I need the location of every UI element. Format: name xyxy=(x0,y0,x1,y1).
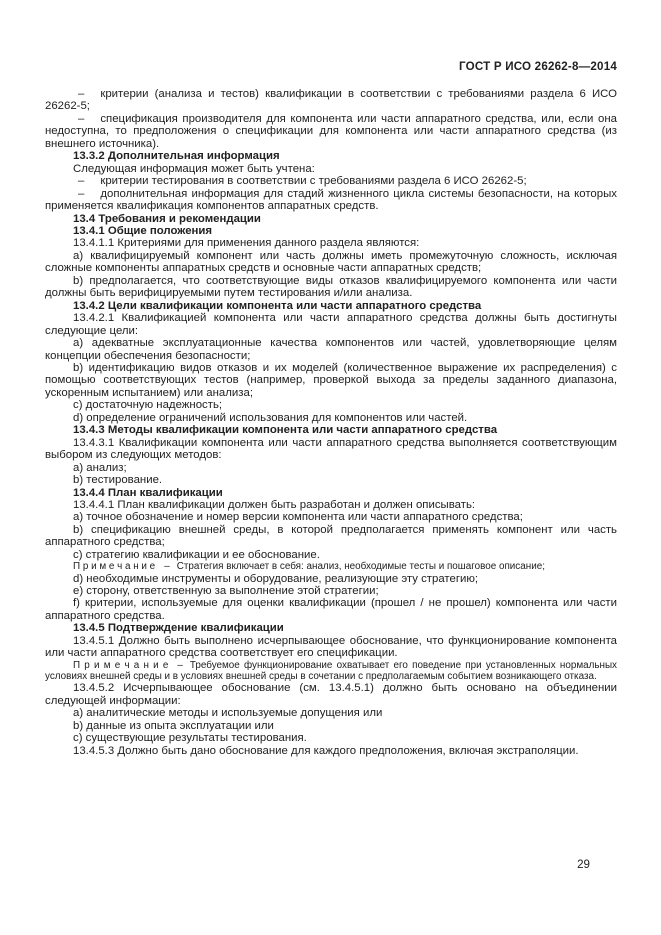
note-label: П р и м е ч а н и е xyxy=(73,561,156,573)
dash-marker: – xyxy=(78,112,85,125)
note-separator: – xyxy=(164,561,170,573)
paragraph: b) данные из опыта эксплуатации или xyxy=(73,719,274,732)
note xyxy=(45,561,617,572)
dash-marker: – xyxy=(78,175,85,188)
document-body xyxy=(45,88,617,757)
section-heading: 13.3.2 Дополнительная информация xyxy=(73,150,280,163)
paragraph: b) предполагается, что соответствующие виды отказов квалифицируемого компонента или части должны быть верифицируемыми путем тестирования и/или анализа. xyxy=(45,274,617,300)
paragraph: 13.4.1.1 Критериями для применения данного раздела являются: xyxy=(73,237,420,250)
paragraph: a) адекватные эксплуатационные качества компонентов или частей, удовлетворяющие целям концепции обеспечения безопасности; xyxy=(45,337,617,362)
list-item-text: спецификация производителя для компонента или части аппаратного средства, или, если она недоступна, то предположения о спецификации для компонента или части аппаратного средства (из внешнего источника). xyxy=(45,112,617,150)
list-item-text: критерии (анализа и тестов) квалификации в соответствии с требованиями раздела 6 ИСО 26262-5; xyxy=(45,88,617,113)
paragraph: b) тестирование. xyxy=(73,474,163,487)
paragraph: 13.4.5.2 Исчерпывающее обоснование (см. 13.4.5.1) должно быть основано на объединении следующей информации: xyxy=(45,682,617,707)
section-heading: 13.4.3 Методы квалификации компонента или части аппаратного средства xyxy=(73,424,498,437)
paragraph: c) существующие результаты тестирования. xyxy=(73,732,307,745)
paragraph: a) анализ; xyxy=(73,461,127,474)
note-label: П р и м е ч а н и е xyxy=(73,659,169,671)
note-separator: – xyxy=(177,659,183,671)
paragraph: f) критерии, используемые для оценки квалификации (прошел / не прошел) компонента или части аппаратного средства. xyxy=(45,597,617,622)
paragraph: c) достаточную надежность; xyxy=(73,399,223,412)
section-heading: 13.4.5 Подтверждение квалификации xyxy=(73,622,284,635)
section-heading: 13.4.1 Общие положения xyxy=(73,224,213,237)
paragraph: 13.4.5.3 Должно быть дано обоснование для каждого предположения, включая экстраполяции. xyxy=(73,744,579,757)
section-heading: 13.4 Требования и рекомендации xyxy=(73,212,261,225)
list-item xyxy=(45,175,617,187)
paragraph: 13.4.5.1 Должно быть выполнено исчерпывающее обоснование, что функционирование компонента или части аппаратного средства соответствует его спецификации. xyxy=(45,634,617,660)
paragraph: b) идентификацию видов отказов и их моделей (количественное выражение их распределения) с помощью соответствующих тестов (например, проверкой выхода за пределы заданного диапазона, ускоренным испытанием) или анализа; xyxy=(45,361,617,399)
paragraph: d) определение ограничений использования для компонентов или частей. xyxy=(73,411,468,424)
paragraph: b) спецификацию внешней среды, в которой предполагается применять компонент или часть аппаратного средства; xyxy=(45,523,617,549)
list-item xyxy=(45,113,617,150)
list-item-text: дополнительная информация для стадий жизненного цикла системы безопасности, на которых применяется квалификация компонентов аппаратных средств. xyxy=(45,187,617,213)
dash-marker: – xyxy=(78,88,85,100)
page-number: 29 xyxy=(577,858,590,871)
list-item xyxy=(45,88,617,113)
doc-designation: ГОСТ Р ИСО 26262-8—2014 xyxy=(459,60,617,73)
note xyxy=(45,660,617,683)
paragraph: a) аналитические методы и используемые допущения или xyxy=(73,707,383,720)
paragraph: 13.4.3.1 Квалификации компонента или части аппаратного средства выполняется соответствующим выбором из следующих методов: xyxy=(45,436,617,462)
note-text: Стратегия включает в себя: анализ, необходимые тесты и пошаговое описание; xyxy=(176,561,545,573)
note-text: Требуемое функционирование охватывает его поведение при установленных нормальных условиях внешней среды и в условиях внешней среды в сочетании с предполагаемым событием возникающего отказа. xyxy=(45,659,617,682)
section-heading: 13.4.2 Цели квалификации компонента или части аппаратного средства xyxy=(73,299,482,312)
paragraph: e) сторону, ответственную за выполнение этой стратегии; xyxy=(73,584,379,597)
paragraph: 13.4.2.1 Квалификацией компонента или части аппаратного средства должны быть достигнуты следующие цели: xyxy=(45,312,617,337)
paragraph: 13.4.4.1 План квалификации должен быть разработан и должен описывать: xyxy=(73,498,476,511)
paragraph: d) необходимые инструменты и оборудование, реализующие эту стратегию; xyxy=(73,572,479,585)
section-heading: 13.4.4 План квалификации xyxy=(73,486,223,499)
list-item xyxy=(45,188,617,213)
dash-marker: – xyxy=(78,187,85,200)
paragraph: Следующая информация может быть учтена: xyxy=(73,162,315,175)
paragraph: c) стратегию квалификации и ее обоснование. xyxy=(73,548,320,561)
paragraph: a) точное обозначение и номер версии компонента или части аппаратного средства; xyxy=(73,511,523,524)
paragraph: a) квалифицируемый компонент или часть должны иметь промежуточную сложность, исключая сложные компоненты аппаратных средств и основные части аппаратных средств; xyxy=(45,249,617,275)
list-item-text: критерии тестирования в соответствии с требованиями раздела 6 ИСО 26262-5; xyxy=(100,175,527,188)
